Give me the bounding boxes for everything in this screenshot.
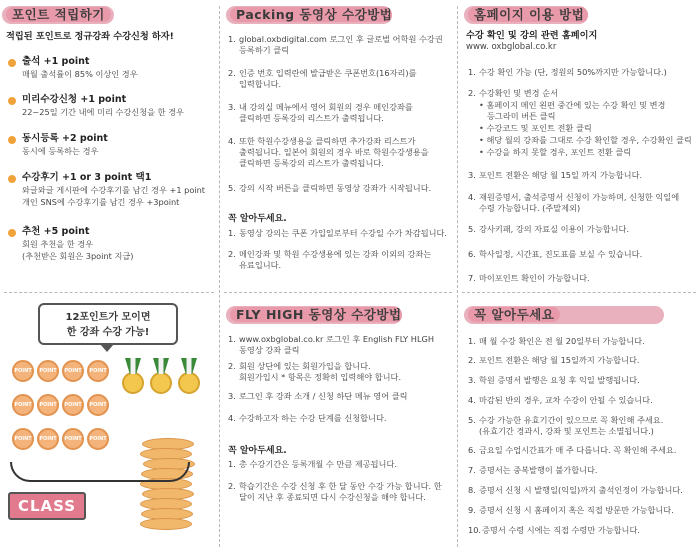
list-bullet: 등그라미 버튼 클릭 [487, 111, 556, 121]
points-title: 포인트 적립하기 [2, 6, 114, 24]
bullet-dot-icon [8, 136, 16, 144]
bullet-dot-icon [8, 97, 16, 105]
coin-icon: POINT [12, 428, 34, 450]
coin-icon: POINT [62, 428, 84, 450]
bullet-dot-icon [8, 229, 16, 237]
bullet-dot-icon [8, 59, 16, 67]
homepage-guide-column: 홈페이지 이용 방법 수강 확인 및 강의 관련 홈페이지 www. oxbglobal.co.kr 1. 수강 확인 가능 (단, 정원의 50%까지만 가능합니다.) 2. 수강확인 및 변경 순서 • 홈페이지 메인 왼편 중간에 있는 수강 확인 및 변경 등그라미 버튼 클릭 • 수강코드 및 포인트 전환 클릭 • 해당 월의 강좌를 그대로 수강 확인할 경우, 수강확인 클릭 • 수강을 하지 못할 경우, 포인트 전환 클릭 3. 포인트 전환은 해당 월 15일 까지 가능합니다. 4. 재원증명서, 출석증명서 신청이 가능하며, 신청한 익일에 수령 가능합니다. (주말제외) 5. 강사키패, 강의 자료실 이용이 가능합니다. 6. 학사일정, 시간표, 진도표를 보실 수 있습니다. 7. 마이포인트 확인이 가능합니다. 꼭 알아두세요 1. 매 월 수강 확인은 전 월 20일부터 가능합니다. 2. 포인트 전환은 해당 월 15일까지 가능합니다. 3. 학원 증명서 발행은 요청 후 익일 발행됩니다. 4. 마감된 반의 경우, 교차 수강이 안될 수 있습니다. 5. 수강 가능한 유효기간이 있으므로 꼭 확인해 주세요. (유효기간 경과시, 강좌 및 포인트는 소멸됩니다.) 6. 금요일 수업시간표가 매 주 다릅니다. 꼭 확인해 주세요. 7. 증명서는 중복발행이 불가합니다. 8. 증명서 신청 시 발행일(익일)까지 출석인정이 가능합니다. 9. 증명서 신청 시 홈페이지 혹은 직접 방문만 가능합니다. 10. 증명서 수령 시에는 직접 수령만 가능합니다. [460, 0, 698, 553]
list-bullet: • 해당 월의 강좌를 그대로 수강 확인할 경우, 수강확인 클릭 [479, 135, 692, 145]
bullet-dot-icon [8, 175, 16, 183]
points-column: 포인트 적립하기 적립된 포인트로 정규강좌 수강신청 하자! 출석 +1 point 매월 출석률이 85% 이상인 경우 미리수강신청 +1 point 22~25일 기간 내에 미리 수강신청을 한 경우 동시등록 +2 point 동시에 등록하는 경우 수강후기 +1 or 3 point 택1 와글와글 게시판에 수강후기를 남긴 경우 +1 point 개인 SNS에 수강후기를 남긴 경우 +3point 추천 +5 point 회원 추천을 한 경우 (추천받은 회원은 3point 지급) 12포인트가 모이면 한 강좌 수강 가능! POINT POINT POINT POINT POINT POINT POINT POINT POINT POINT POINT POINT CLASS [0, 0, 218, 553]
notice-title: 꼭 알아두세요 [464, 306, 664, 324]
coin-icon: POINT [37, 394, 59, 416]
video-guide-column: Packing 동영상 수강방법 1. global.oxbdigital.com 로그인 후 글로벌 어학원 수강권 등록하기 클릭 2. 인증 번호 입력란에 발급받은 쿠폰번호(16자리)를 입력합니다. 3. 내 강의실 메뉴에서 영어 회원의 경우 메인강좌를 클릭하면 등록강의 리스트가 출력됩니다. 4. 또한 학원수강생용을 클릭하면 추가강좌 리스트가 출력됩니다. 일본어 회원의 경우 바로 학원수강생용을 클릭하면 등록강의 리스트가 출력됩니다. 5. 강의 시작 버튼을 클릭하면 동영상 강좌가 시작됩니다. 꼭 알아두세요. 1. 동영상 강의는 쿠폰 가입일로부터 수강일 수가 차감됩니다. 2. 메인강좌 및 학원 수강생용에 있는 강좌 이외의 강좌는 유료입니다. FLY HIGH 동영상 수강방법 1. www.oxbglobal.co.kr 로그인 후 English FLY HLGH 동영상 강좌 클릭 2. 회원 상단에 있는 회원가입을 합니다. 회원가입시 * 항목은 정확히 입력해야 합니다. 3. 로그인 후 강좌 소개 / 신청 하단 메뉴 영어 클릭 4. 수강하고자 하는 수강 단계를 신청합니다. 꼭 알아두세요. 1. 총 수강기간은 등록개월 수 만큼 제공됩니다. 2. 학습기간은 수강 신청 후 한 달 동안 수강 가능 합니다. 한 달이 지난 후 종료되면 다시 수강신청을 해야 합니다. [222, 0, 454, 553]
coin-icon: POINT [62, 394, 84, 416]
list-bullet: • 수강을 하지 못할 경우, 포인트 전환 클릭 [479, 147, 632, 157]
homepage-url: www. oxbglobal.co.kr [466, 42, 557, 52]
medal-icon [150, 358, 172, 394]
column-divider [457, 6, 458, 547]
fly-high-notice-title: 꼭 알아두세요. [228, 446, 287, 456]
divider [224, 292, 452, 293]
medal-icon [178, 358, 200, 394]
coin-icon: POINT [62, 360, 84, 382]
packing-notice-title: 꼭 알아두세요. [228, 214, 287, 224]
coin-icon: POINT [87, 428, 109, 450]
brace-decoration [10, 462, 190, 482]
homepage-subhead: 수강 확인 및 강의 관련 홈페이지 [466, 30, 598, 41]
coin-icon: POINT [37, 428, 59, 450]
column-divider [219, 6, 220, 547]
medal-icon [122, 358, 144, 394]
divider [462, 292, 696, 293]
class-banner: CLASS [8, 492, 86, 520]
list-bullet: • 홈페이지 메인 왼편 중간에 있는 수강 확인 및 변경 [479, 100, 666, 110]
list-bullet: • 수강코드 및 포인트 전환 클릭 [479, 123, 592, 133]
coin-icon: POINT [37, 360, 59, 382]
coin-icon: POINT [12, 360, 34, 382]
homepage-title: 홈페이지 이용 방법 [464, 6, 588, 24]
coin-stack-icon [140, 438, 196, 538]
coin-icon: POINT [87, 394, 109, 416]
fly-high-title: FLY HIGH 동영상 수강방법 [226, 306, 402, 324]
divider [4, 292, 214, 293]
coin-icon: POINT [87, 360, 109, 382]
packing-title: Packing 동영상 수강방법 [226, 6, 392, 24]
point-callout: 12포인트가 모이면 한 강좌 수강 가능! [38, 303, 178, 345]
points-subtitle: 적립된 포인트로 정규강좌 수강신청 하자! [6, 31, 174, 42]
coin-icon: POINT [12, 394, 34, 416]
